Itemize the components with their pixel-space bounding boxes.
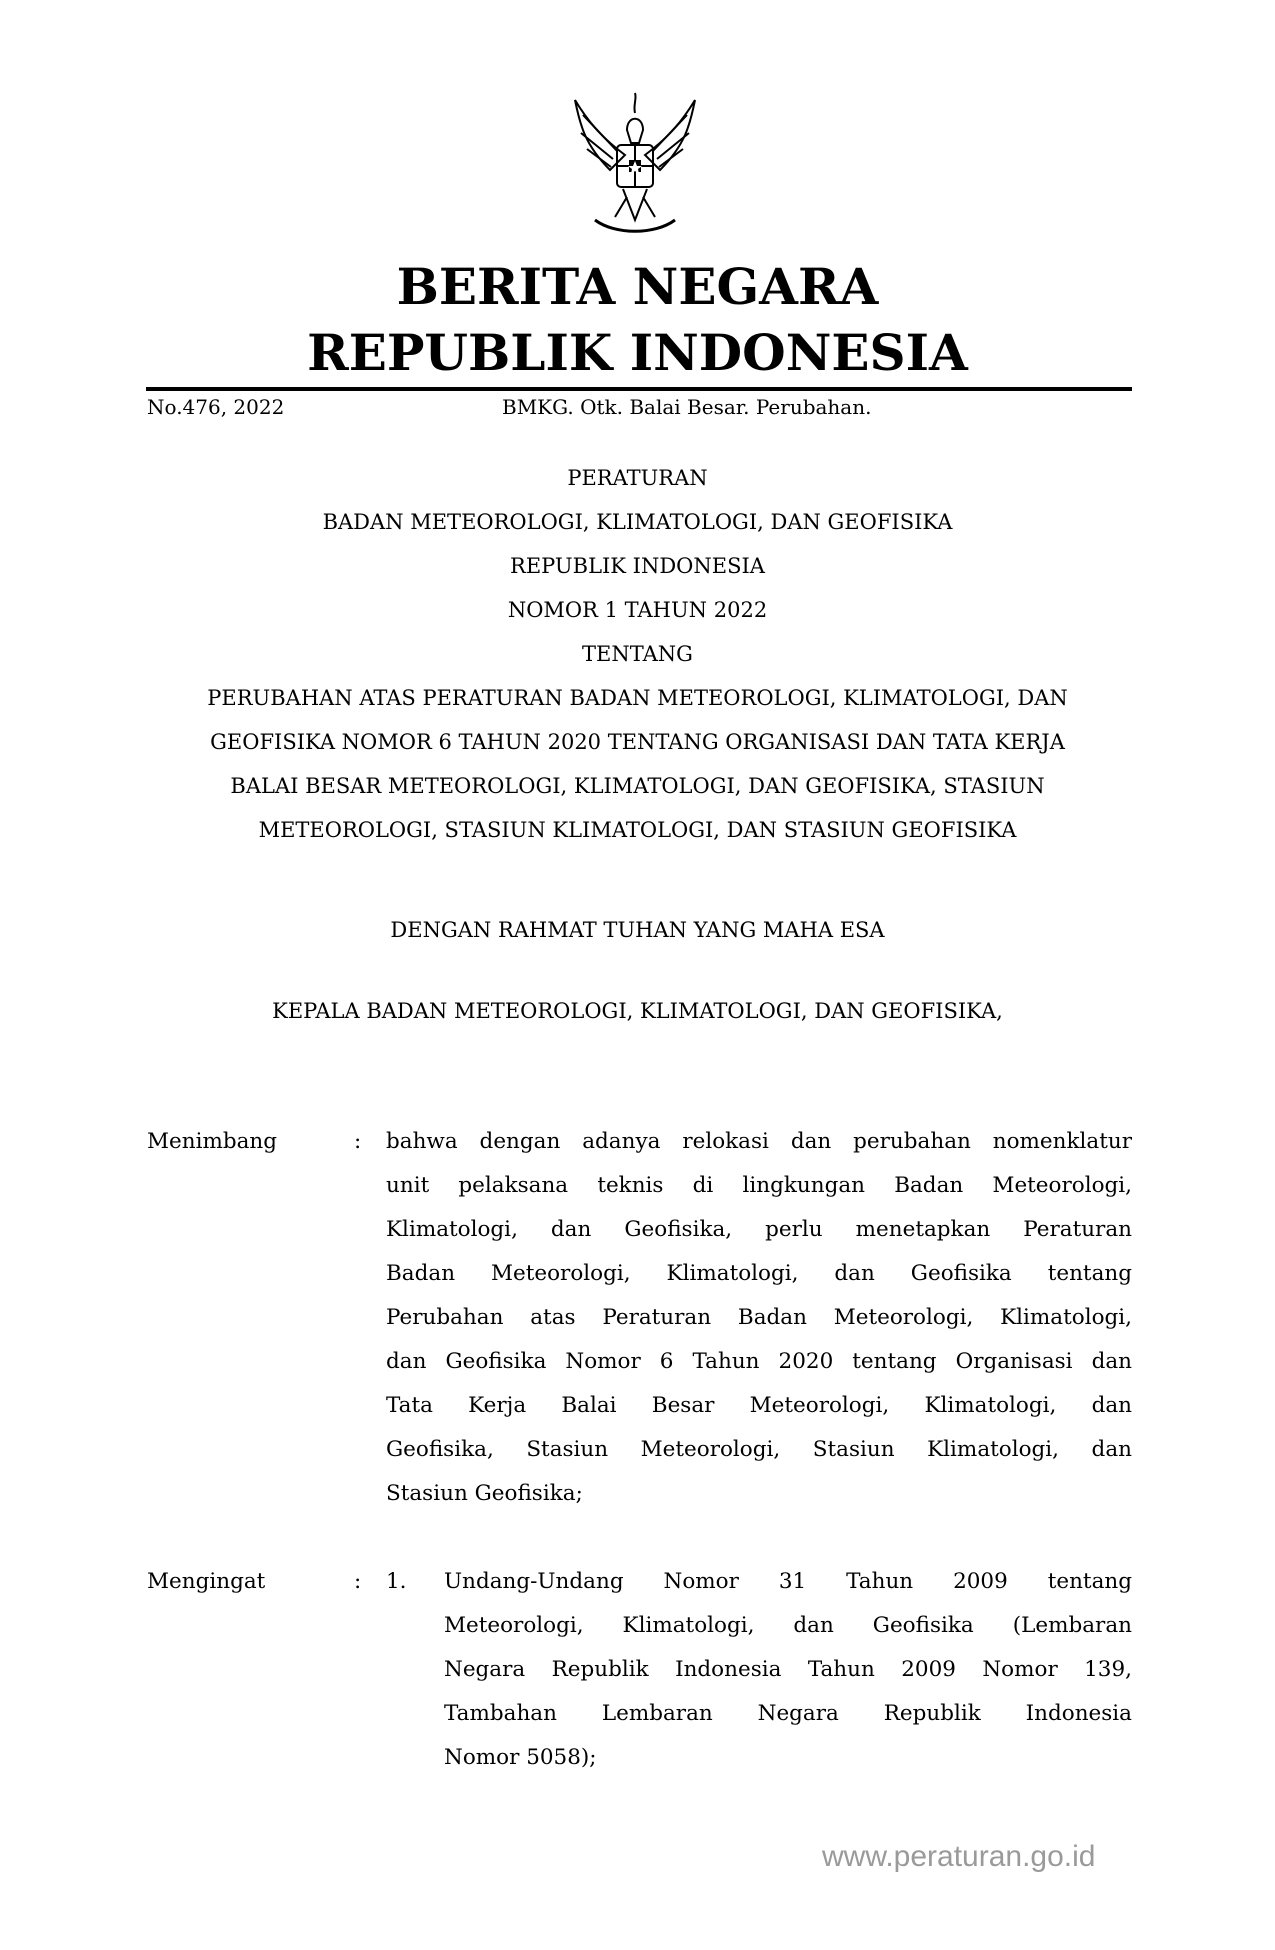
masthead-title: BERITA NEGARA [396, 257, 879, 316]
menimbang-paragraph [386, 1120, 1132, 1516]
regulation-title [130, 456, 1145, 852]
issue-number: No.476, 2022 [147, 395, 285, 419]
mengingat-line: Tambahan Lembaran Negara Republik Indonesia [444, 1701, 1132, 1726]
title-line: PERUBAHAN ATAS PERATURAN BADAN METEOROLOGI, KLIMATOLOGI, DAN [207, 686, 1068, 710]
menimbang-line: Stasiun Geofisika; [386, 1481, 583, 1506]
invocation: DENGAN RAHMAT TUHAN YANG MAHA ESA [390, 918, 885, 942]
menimbang-line: Badan Meteorologi, Klimatologi, dan Geofisika tentang [386, 1261, 1132, 1286]
issuer: KEPALA BADAN METEOROLOGI, KLIMATOLOGI, DAN GEOFISIKA, [272, 999, 1003, 1023]
footer-url[interactable]: www.peraturan.go.id [822, 1840, 1096, 1873]
menimbang-colon: : [354, 1129, 362, 1154]
mengingat-line: Nomor 5058); [444, 1745, 597, 1770]
menimbang-line: bahwa dengan adanya relokasi dan perubahan nomenklatur [386, 1129, 1132, 1154]
menimbang-line: Geofisika, Stasiun Meteorologi, Stasiun Klimatologi, dan [386, 1437, 1132, 1462]
menimbang-line: Tata Kerja Balai Besar Meteorologi, Klimatologi, dan [386, 1393, 1132, 1418]
menimbang-line: unit pelaksana teknis di lingkungan Badan Meteorologi, [386, 1173, 1132, 1198]
mengingat-paragraph [444, 1560, 1132, 1780]
title-line: TENTANG [582, 642, 693, 666]
mengingat-colon: : [354, 1569, 362, 1594]
mengingat-line: Negara Republik Indonesia Tahun 2009 Nomor 139, [444, 1657, 1132, 1682]
menimbang-label: Menimbang [147, 1129, 278, 1154]
issue-subject: BMKG. Otk. Balai Besar. Perubahan. [502, 395, 872, 419]
title-line: BADAN METEOROLOGI, KLIMATOLOGI, DAN GEOFISIKA [322, 510, 953, 534]
mengingat-line: Meteorologi, Klimatologi, dan Geofisika (Lembaran [444, 1613, 1132, 1638]
menimbang-line: Perubahan atas Peraturan Badan Meteorologi, Klimatologi, [386, 1305, 1132, 1330]
masthead-subtitle: REPUBLIK INDONESIA [307, 323, 968, 382]
title-line: REPUBLIK INDONESIA [510, 554, 765, 578]
title-line: METEOROLOGI, STASIUN KLIMATOLOGI, DAN STASIUN GEOFISIKA [258, 818, 1017, 842]
title-line: PERATURAN [567, 466, 708, 490]
menimbang-line: dan Geofisika Nomor 6 Tahun 2020 tentang Organisasi dan [386, 1349, 1132, 1374]
mengingat-item-number: 1. [386, 1569, 407, 1594]
title-line: GEOFISIKA NOMOR 6 TAHUN 2020 TENTANG ORGANISASI DAN TATA KERJA [210, 730, 1065, 754]
title-line: NOMOR 1 TAHUN 2022 [507, 598, 768, 622]
title-line: BALAI BESAR METEOROLOGI, KLIMATOLOGI, DAN GEOFISIKA, STASIUN [230, 774, 1045, 798]
mengingat-label: Mengingat [147, 1569, 266, 1594]
mengingat-line: Undang-Undang Nomor 31 Tahun 2009 tentang [444, 1569, 1132, 1594]
masthead-divider [146, 387, 1132, 391]
garuda-emblem-icon [555, 85, 715, 245]
menimbang-line: Klimatologi, dan Geofisika, perlu menetapkan Peraturan [386, 1217, 1132, 1242]
